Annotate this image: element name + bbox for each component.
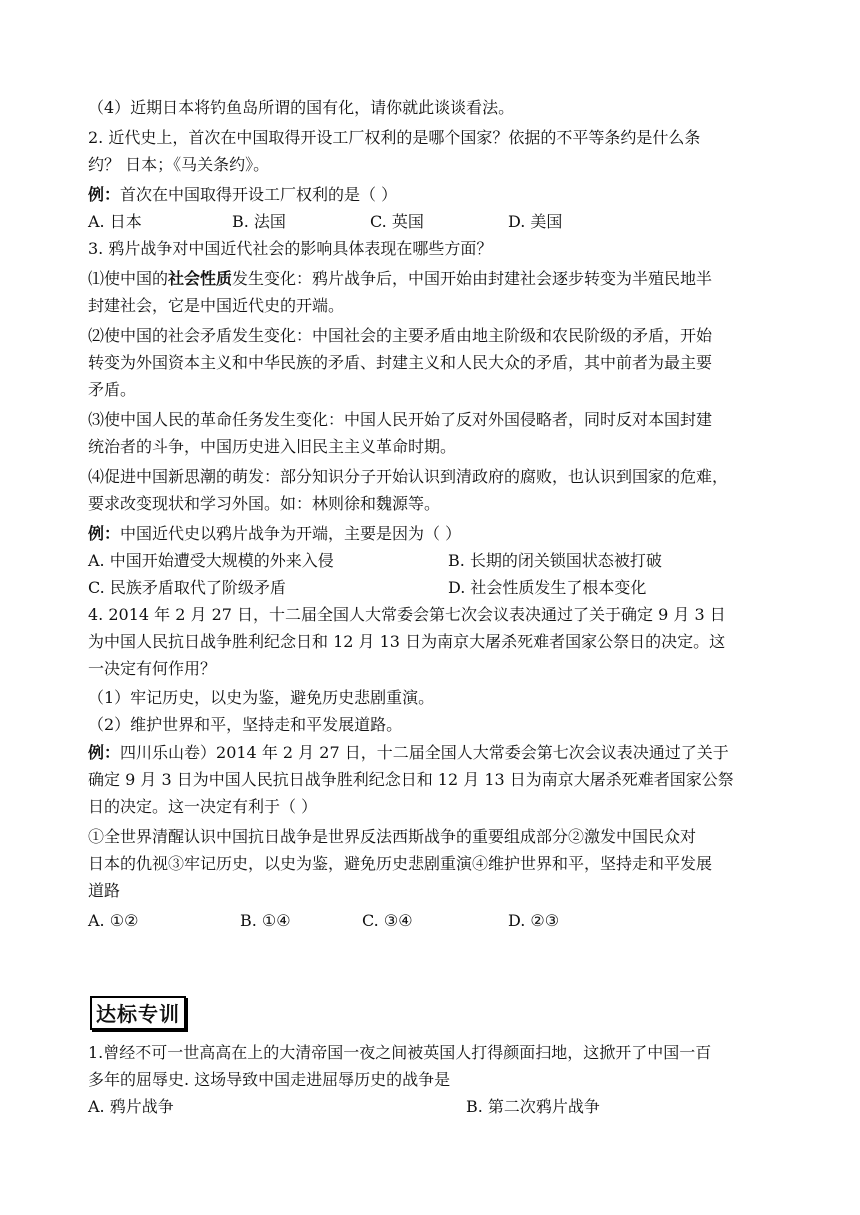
q2-option-c: C. 英国 xyxy=(370,212,424,231)
q4-statements-line3: 道路 xyxy=(88,881,121,900)
q3-p4-line1: ⑷促进中国新思潮的萌发：部分知识分子开始认识到清政府的腐败，也认识到国家的危难， xyxy=(88,467,729,486)
q3-option-d: D. 社会性质发生了根本变化 xyxy=(448,578,647,597)
q3-p4-line2: 要求改变现状和学习外国。如：林则徐和魏源等。 xyxy=(88,494,441,513)
q3-example xyxy=(88,523,461,545)
q4-option-c: C. ③④ xyxy=(362,911,413,930)
section-q1-option-b: B. 第二次鸦片战争 xyxy=(466,1097,600,1116)
q3-p2-line2: 转变为外国资本主义和中华民族的矛盾、封建主义和人民大众的矛盾，其中前者为最主要 xyxy=(88,353,713,372)
q4-statements-line2: 日本的仇视③牢记历史，以史为鉴，避免历史悲剧重演④维护世界和平，坚持走和平发展 xyxy=(88,854,713,873)
example-text: 四川乐山卷）2014 年 2 月 27 日，十二届全国人大常委会第七次会议表决通过了关于 xyxy=(120,743,729,762)
q3-p1-post: 发生变化：鸦片战争后，中国开始由封建社会逐步转变为半殖民地半 xyxy=(232,269,713,288)
q4-answer2: （2）维护世界和平，坚持走和平发展道路。 xyxy=(88,715,403,734)
section-title: 达标专训 xyxy=(90,996,186,1030)
q3-p1-line2: 封建社会，它是中国近代史的开端。 xyxy=(88,296,345,315)
q3-title: 3. 鸦片战争对中国近代社会的影响具体表现在哪些方面？ xyxy=(88,239,493,258)
q3-option-b: B. 长期的闭关锁国状态被打破 xyxy=(448,551,662,570)
q4-option-b: B. ①④ xyxy=(240,911,291,930)
q4-option-d: D. ②③ xyxy=(508,911,560,930)
example-label: 例： xyxy=(88,743,121,762)
example-label: 例： xyxy=(88,524,121,543)
q3-p1-pre: ⑴使中国的 xyxy=(88,269,169,288)
q1-part4: （4）近期日本将钓鱼岛所谓的国有化，请你就此谈谈看法。 xyxy=(88,98,515,117)
q4-example-line2: 确定 9 月 3 日为中国人民抗日战争胜利纪念日和 12 月 13 日为南京大屠杀死难者国家公祭 xyxy=(88,770,734,789)
example-text: 中国近代史以鸦片战争为开端，主要是因为（ ） xyxy=(120,524,462,543)
q2-option-a: A. 日本 xyxy=(88,212,142,231)
section-q1-line2: 多年的屈辱史. 这场导致中国走进屈辱历史的战争是 xyxy=(88,1070,451,1089)
q4-line3: 一决定有何作用？ xyxy=(88,659,217,678)
q4-line1: 4. 2014 年 2 月 27 日，十二届全国人大常委会第七次会议表决通过了关于确定 9 月 3 日 xyxy=(88,605,726,624)
q4-example-line1 xyxy=(88,742,729,764)
section-q1-option-a: A. 鸦片战争 xyxy=(88,1097,174,1116)
q4-example-line3: 日的决定。这一决定有利于（ ） xyxy=(88,797,318,816)
q4-option-a: A. ①② xyxy=(88,911,139,930)
q2-option-b: B. 法国 xyxy=(232,212,286,231)
q4-line2: 为中国人民抗日战争胜利纪念日和 12 月 13 日为南京大屠杀死难者国家公祭日的决定。这 xyxy=(88,632,726,651)
q3-p2-line1: ⑵使中国的社会矛盾发生变化：中国社会的主要矛盾由地主阶级和农民阶级的矛盾，开始 xyxy=(88,326,713,345)
q2-example xyxy=(88,184,397,206)
q3-option-a: A. 中国开始遭受大规模的外来入侵 xyxy=(88,551,334,570)
q3-p2-line3: 矛盾。 xyxy=(88,380,137,399)
q2-option-d: D. 美国 xyxy=(508,212,563,231)
q4-answer1: （1）牢记历史，以史为鉴，避免历史悲剧重演。 xyxy=(88,688,435,707)
q3-p1-line1 xyxy=(88,268,712,290)
q3-option-c: C. 民族矛盾取代了阶级矛盾 xyxy=(88,578,286,597)
q4-statements-line1: ①全世界清醒认识中国抗日战争是世界反法西斯战争的重要组成部分②激发中国民众对 xyxy=(88,827,697,846)
q2-line1: 2. 近代史上，首次在中国取得开设工厂权利的是哪个国家？依据的不平等条约是什么条 xyxy=(88,128,701,147)
q3-p3-line1: ⑶使中国人民的革命任务发生变化：中国人民开始了反对外国侵略者，同时反对本国封建 xyxy=(88,410,713,429)
q3-p3-line2: 统治者的斗争，中国历史进入旧民主主义革命时期。 xyxy=(88,437,457,456)
q2-line2: 约？ 日本；《马关条约》。 xyxy=(88,155,270,174)
section-q1-line1: 1.曾经不可一世高高在上的大清帝国一夜之间被英国人打得颜面扫地，这掀开了中国一百 xyxy=(88,1043,712,1062)
q3-p1-bold: 社会性质 xyxy=(168,269,233,288)
example-text: 首次在中国取得开设工厂权利的是（ ） xyxy=(120,185,398,204)
example-label: 例： xyxy=(88,185,121,204)
